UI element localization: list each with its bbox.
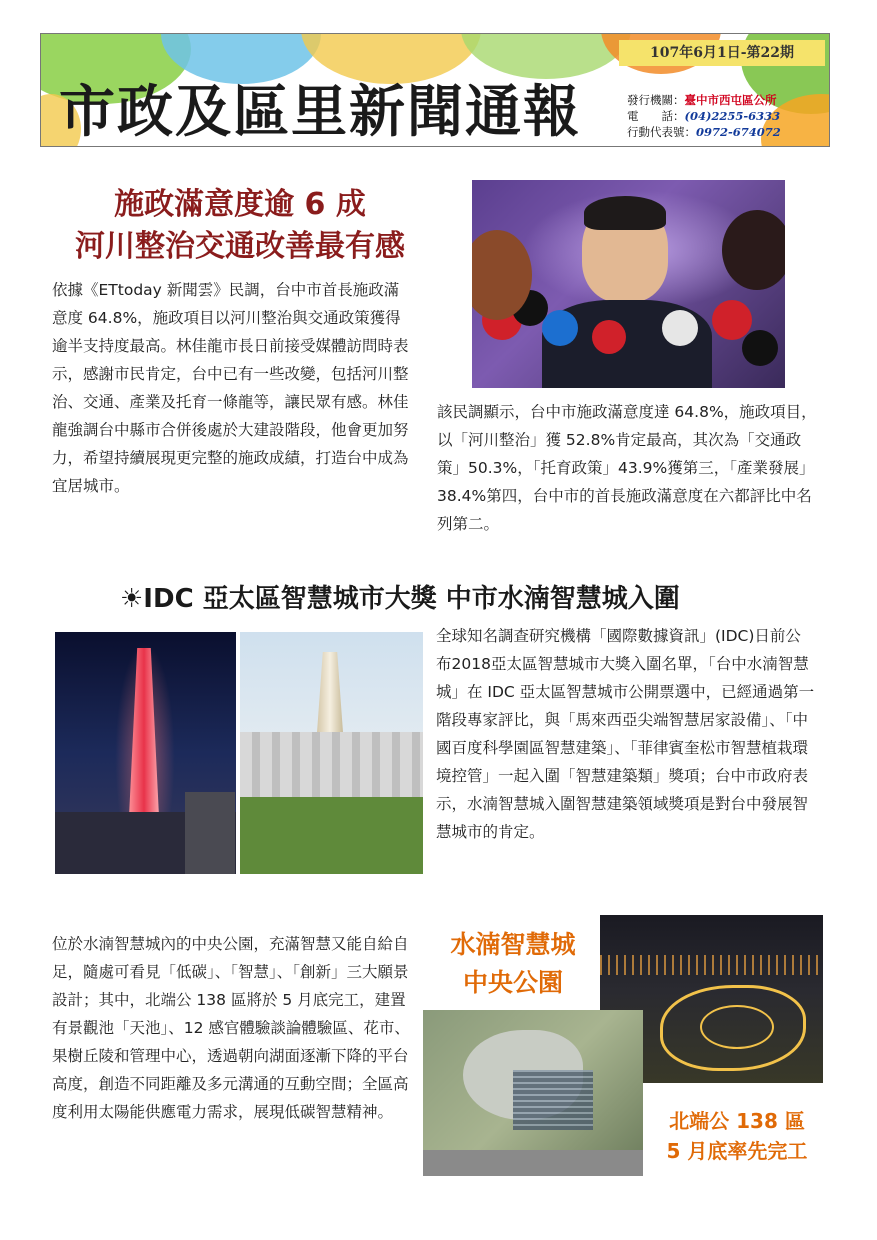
issue-text: 107年6月1日-第22期: [650, 45, 794, 61]
caption-bottom-line2: 5 月底率先完工: [666, 1139, 808, 1163]
tower-night-rendering: [55, 632, 236, 874]
mayor-interview-photo: [472, 180, 785, 388]
article1-body-right: 該民調顯示，台中市施政滿意度達 64.8%，施政項目，以「河川整治」獲 52.8%肯定最高，其次為「交通政策」50.3%，「托育政策」43.9%獲第三，「產業發展」38.4%第四，台中市的首長施政滿意度在六都評比中名列第二。: [437, 403, 817, 533]
caption-bottom-line1: 北端公 138 區: [669, 1109, 805, 1133]
article1-headline: [40, 184, 440, 268]
tower-day-rendering: [240, 632, 423, 874]
publisher-label: 發行機關：: [627, 93, 685, 107]
article1-headline-line1: 施政滿意度逾 6 成: [114, 187, 366, 222]
mobile-label: 行動代表號：: [627, 125, 696, 139]
city-lights: [600, 955, 823, 975]
article1-body-left: 依據《ETtoday 新聞雲》民調，台中市首長施政滿意度 64.8%，施政項目以河川整治與交通政策獲得逾半支持度最高。林佳龍市長日前接受媒體訪問時表示，感謝市民肯定，台中已有一些改變，包括河川整治、交通、產業及托育一條龍等，讓民眾有感。林佳龍強調台中縣市合併後處於大建設階段，他會更加努力，希望持續展現更完整的施政成績，打造台中成為宜居城市。: [52, 281, 409, 495]
mobile-value: 0972-674072: [696, 125, 781, 139]
caption-top-line1: 水湳智慧城: [450, 930, 576, 959]
reporter-right: [722, 210, 785, 290]
article2-body: 全球知名調查研究機構「國際數據資訊」(IDC)日前公布2018亞太區智慧城市大獎入圍名單，「台中水湳智慧城」在 IDC 亞太區智慧城市公開票選中，已經通過第一階段專家評比，與「馬來西亞尖端智慧居家設備」、「中國百度科學園區智慧建築」、「菲律賓奎松市智慧植栽環境控管」一起入圍「智慧建築類」獎項；台中市政府表示，水湳智慧城入圍智慧建築領域獎項是對台中發展智慧城市的肯定。: [436, 627, 815, 841]
article2-headline: ☀IDC 亞太區智慧城市大獎 中市水湳智慧城入圍: [120, 584, 680, 614]
park-day-aerial: [423, 1010, 643, 1176]
issue-badge: [619, 40, 825, 66]
building-right: [185, 792, 235, 874]
article3-body: 位於水湳智慧城內的中央公園，充滿智慧又能自給自足，隨處可看見「低碳」、「智慧」、「創新」三大願景設計；其中，北端公 138 區將於 5 月底完工，建置有景觀池「天池」、12 感官體驗談論體驗區、花市、果樹丘陵和管理中心，透過朝向湖面逐漸下降的平台高度，創造不同距離及多元溝通的互動空間；全區高度利用太陽能供應電力需求，展現低碳智慧精神。: [52, 935, 410, 1121]
masthead: [40, 33, 830, 147]
caption-bottom: [648, 1106, 826, 1166]
green-park: [240, 797, 423, 874]
mayor-hair: [584, 196, 666, 230]
caption-top-line2: 中央公園: [462, 968, 563, 997]
publisher-info: [627, 92, 781, 140]
phone-value: (04)2255-6333: [684, 109, 781, 123]
caption-top: [428, 926, 598, 1002]
article1-headline-line2: 河川整治交通改善最有感: [75, 229, 405, 264]
road: [423, 1150, 643, 1176]
solar-panels: [513, 1070, 593, 1130]
publisher-value: 臺中市西屯區公所: [684, 93, 777, 107]
masthead-title: 市政及區里新聞通報: [59, 79, 581, 145]
city-buildings: [240, 732, 423, 802]
phone-label: 電 話：: [627, 109, 685, 123]
lit-paths-inner: [700, 1005, 774, 1049]
